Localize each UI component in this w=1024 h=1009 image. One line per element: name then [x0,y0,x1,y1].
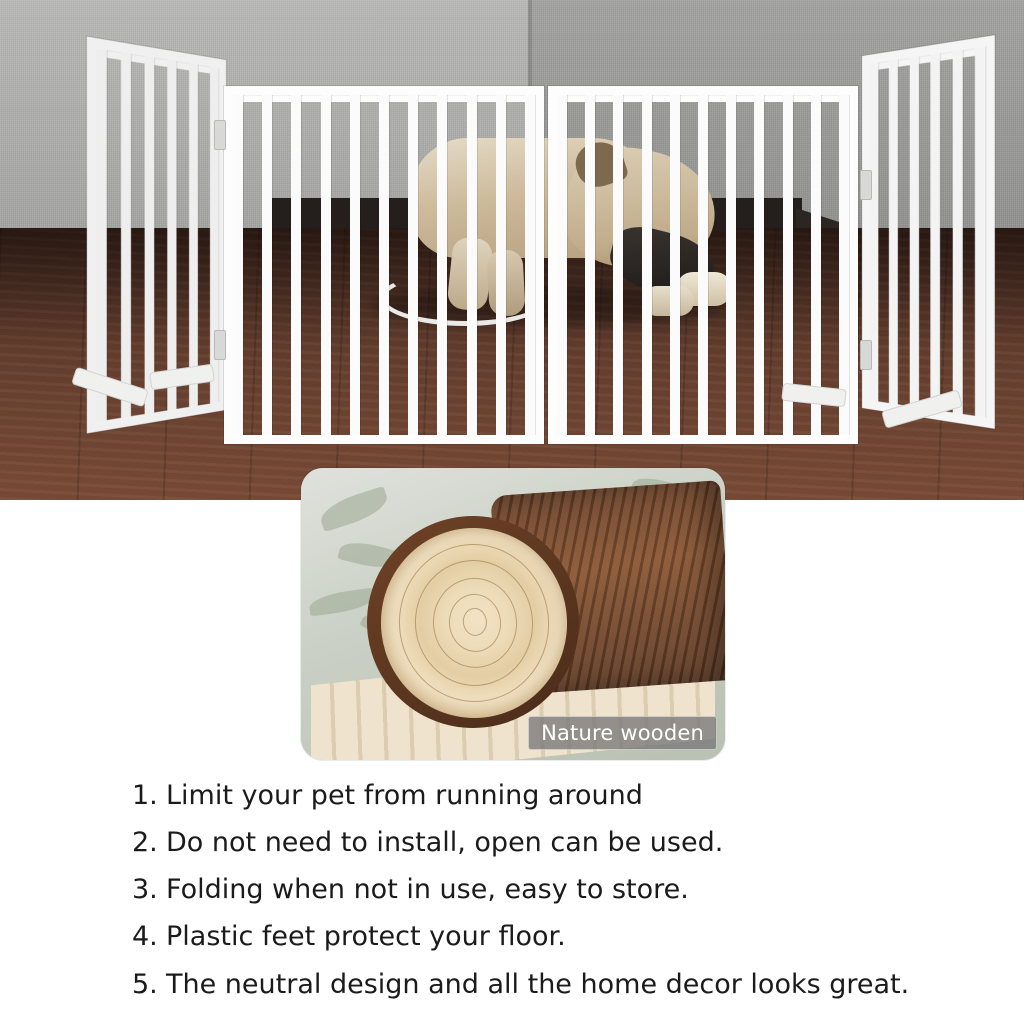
list-item [132,913,1024,960]
gate-panel-4-bars [870,47,986,418]
list-item-text: The neutral design and all the home decor looks great. [166,968,910,1000]
gate-hinge-left [214,120,226,150]
gate-panel-2-bars [233,95,535,435]
hero-product-photo [0,0,1024,500]
gate-panel-4 [862,35,995,429]
gate-panel-3-bars [557,95,849,435]
list-item [132,772,1024,819]
gate-hinge-right [860,170,872,200]
list-item-text: Limit your pet from running around [166,780,643,811]
list-item-text: Plastic feet protect your floor. [166,921,566,953]
list-item [132,866,1024,913]
list-item-number: 4. [132,921,158,953]
list-item [132,961,1024,1008]
list-item-number: 1. [132,780,158,811]
list-item-number: 5. [132,968,158,1000]
gate-hinge-left-lower [214,330,226,360]
log-caption-badge: Nature wooden [528,716,717,750]
feature-list [0,772,1024,1008]
list-item [132,819,1024,866]
list-item-number: 2. [132,827,158,859]
list-item-text: Do not need to install, open can be used. [166,827,724,859]
gate-hinge-right-lower [860,340,872,370]
gate-panel-2 [224,86,544,444]
nature-wooden-photo-card [301,468,725,760]
list-item-number: 3. [132,874,158,906]
list-item-text: Folding when not in use, easy to store. [166,874,689,906]
